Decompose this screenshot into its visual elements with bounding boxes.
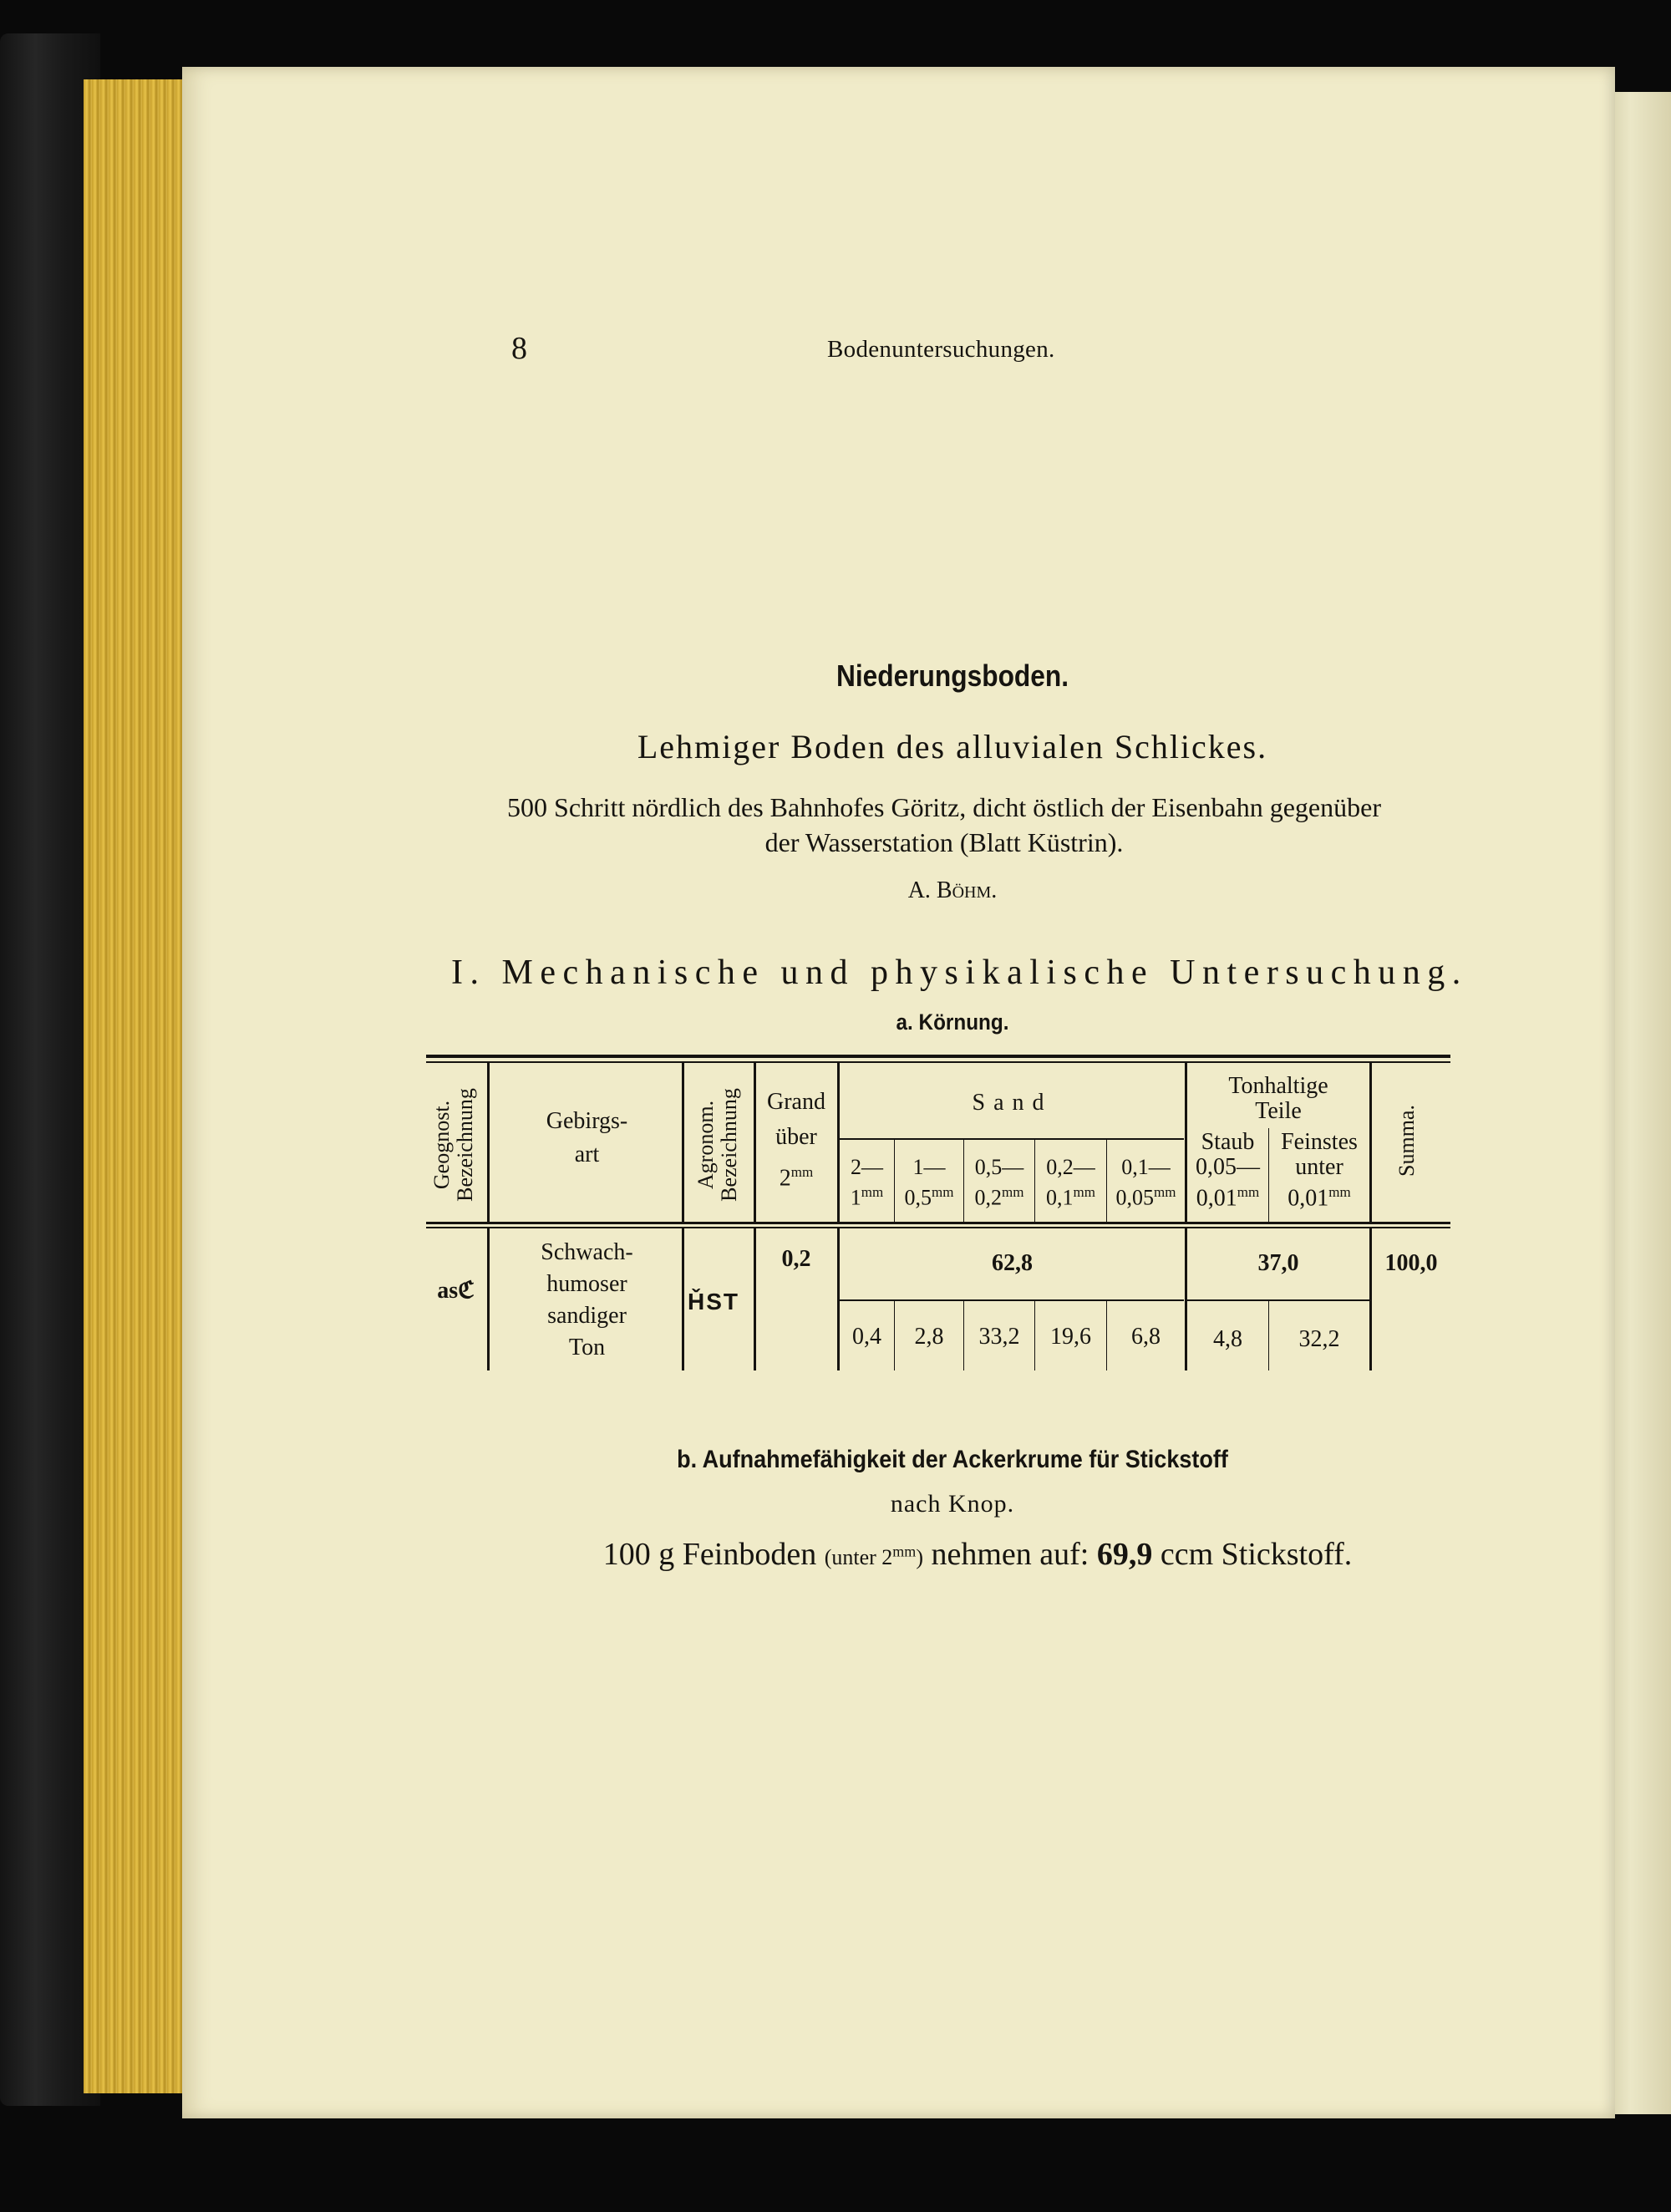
header-agronom: Agronom. Bezeichnung <box>693 1088 741 1202</box>
header-bottom-rule-thin <box>426 1227 1450 1228</box>
section-title: Niederungsboden. <box>836 659 1069 693</box>
section-b-subtitle: nach Knop. <box>890 1490 1015 1518</box>
table-top-rule-thin <box>426 1061 1450 1063</box>
statement-pre: 100 g Feinboden <box>602 1537 817 1572</box>
statement-post: ccm Stickstoff. <box>1160 1537 1353 1572</box>
cell-sand-total: 62,8 <box>992 1250 1033 1276</box>
body-rule-6 <box>1369 1228 1372 1370</box>
cell-gebirgsart: Schwach- humoser sandiger Ton <box>541 1239 633 1360</box>
cell-grand: 0,2 <box>781 1246 811 1272</box>
cell-sand-1: 0,4 <box>852 1324 881 1350</box>
cell-feinstes: 32,2 <box>1298 1326 1340 1352</box>
cell-geognost: asℭ <box>437 1278 475 1304</box>
cell-ton-total: 37,0 <box>1257 1250 1299 1276</box>
section-heading: I. Mechanische und physikalische Untersuchung. <box>451 953 1468 992</box>
section-b-title: b. Aufnahmefähigkeit der Ackerkrume für Stickstoff <box>677 1446 1228 1473</box>
header-sand-col-5: 0,1— $0,05^{mm}$ <box>1115 1155 1176 1210</box>
header-sand-col-1: 2— $1^{mm}$ <box>850 1155 884 1210</box>
author: A. Böhm. <box>907 877 998 903</box>
col-rule-6 <box>1369 1063 1372 1222</box>
statement-paren: (unter $2^{mm}$) <box>824 1543 923 1569</box>
statement-mid: nehmen auf: <box>931 1537 1089 1572</box>
cell-sand-2: 2,8 <box>914 1324 944 1350</box>
subtitle: Lehmiger Boden des alluvialen Schlickes. <box>637 728 1268 765</box>
cell-summa: 100,0 <box>1384 1250 1438 1276</box>
header-geognost: Geognost. Bezeichnung <box>429 1088 477 1202</box>
body-rule-1 <box>487 1228 490 1370</box>
header-sand-col-4: 0,2— $0,1^{mm}$ <box>1046 1155 1095 1210</box>
header-feinstes: Feinstes unter $0,01^{mm}$ <box>1281 1129 1358 1212</box>
cell-sand-3: 33,2 <box>978 1324 1020 1350</box>
header-gebirgsart: Gebirgs- art <box>546 1108 628 1167</box>
page-number: 8 <box>511 331 527 366</box>
col-rule-2 <box>682 1063 684 1222</box>
cell-agronom: ȞST <box>688 1289 739 1314</box>
table-top-rule <box>426 1055 1450 1058</box>
location-line-2: der Wasserstation (Blatt Küstrin). <box>764 827 1124 857</box>
col-rule-1 <box>487 1063 490 1222</box>
header-sand: Sand <box>972 1090 1053 1116</box>
location-line-1: 500 Schritt nördlich des Bahnhofes Göritz, dicht östlich der Eisenbahn gegenüber <box>507 792 1381 822</box>
cell-staub: 4,8 <box>1213 1326 1242 1352</box>
header-bottom-rule <box>426 1222 1450 1224</box>
running-title: Bodenuntersuchungen. <box>827 336 1055 363</box>
header-sand-col-3: 0,5— $0,2^{mm}$ <box>974 1155 1024 1210</box>
header-summa: Summa. <box>1394 1105 1419 1177</box>
location-description <box>451 790 1437 860</box>
header-grand: Grand über $2^{mm}$ <box>767 1089 825 1192</box>
sand-total-rule <box>840 1299 1184 1301</box>
cell-sand-5: 6,8 <box>1131 1324 1161 1350</box>
statement-value: 69,9 <box>1096 1537 1153 1572</box>
ton-total-rule <box>1187 1299 1369 1301</box>
sand-header-rule <box>840 1138 1184 1140</box>
cell-sand-4: 19,6 <box>1050 1324 1091 1350</box>
page-edges <box>84 79 184 2093</box>
header-staub: Staub 0,05— $0,01^{mm}$ <box>1196 1129 1260 1212</box>
table-title: a. Körnung. <box>896 1009 1009 1035</box>
nitrogen-statement <box>501 1536 1454 1573</box>
header-tonhaltige: Tonhaltige Teile <box>1228 1073 1328 1124</box>
header-sand-col-2: 1— $0,5^{mm}$ <box>904 1155 954 1210</box>
